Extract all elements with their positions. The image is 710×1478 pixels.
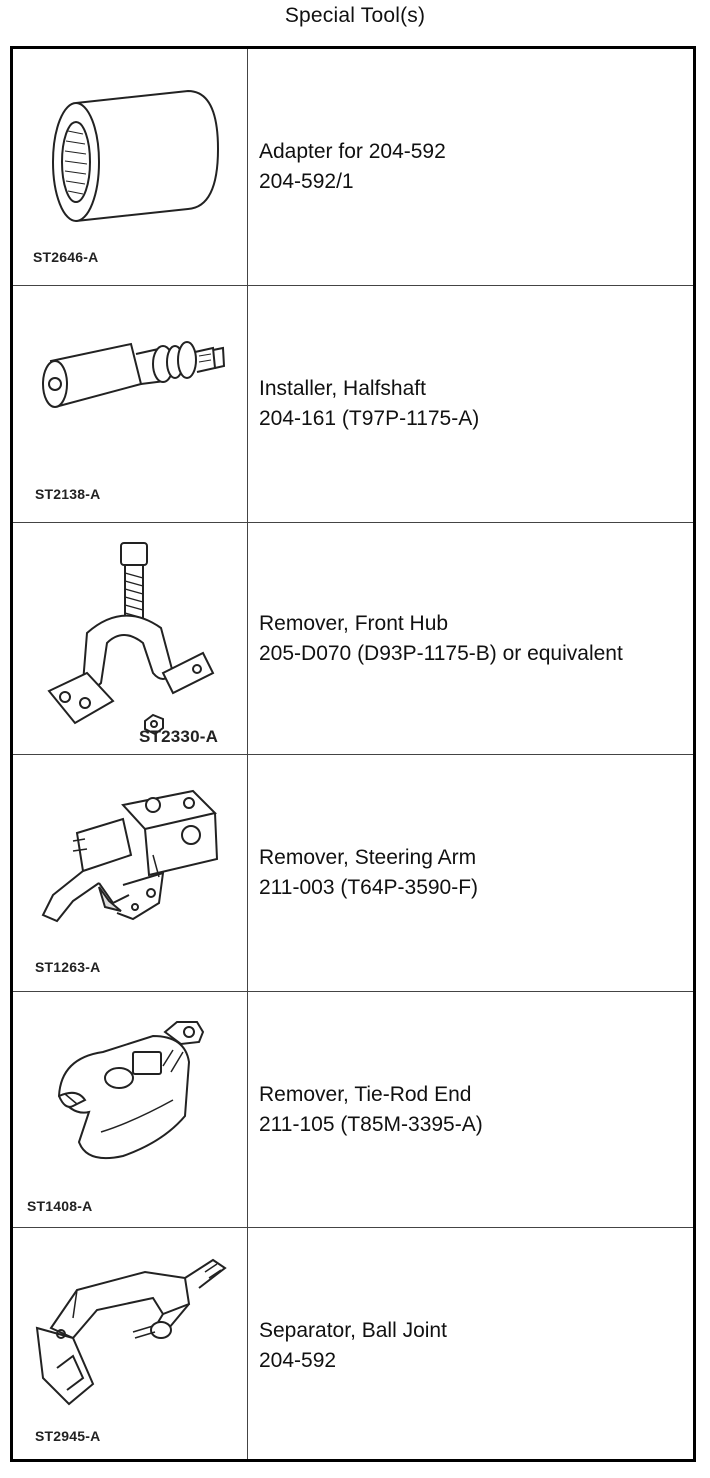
tool-illustration-cell [13,523,248,754]
tool-name: Remover, Tie-Rod End [259,1083,472,1106]
table-row [13,49,693,285]
tool-number: 211-003 (T64P-3590-F) [259,876,479,899]
hub-puller-icon [13,523,248,755]
steering-arm-puller-icon [13,755,248,992]
table-row [13,754,693,991]
tool-number: 204-161 (T97P-1175-A) [259,407,480,430]
tool-description [259,1080,483,1140]
tool-description [259,843,478,903]
tool-description [259,1316,447,1376]
tool-description [259,374,479,434]
tool-illustration-cell [13,1228,248,1459]
table-row [13,1227,693,1459]
tool-code: ST1263-A [35,959,101,975]
tool-code: ST2646-A [33,249,99,265]
tool-code: ST2330-A [139,727,219,746]
tool-number: 204-592 [259,1349,337,1372]
table-row [13,991,693,1227]
tool-number: 205-D070 (D93P-1175-B) or equivalent [259,642,623,665]
tool-description [259,609,623,669]
tool-number: 211-105 (T85M-3395-A) [259,1113,483,1136]
tool-illustration-cell [13,49,248,285]
tool-name: Remover, Front Hub [259,612,449,635]
tool-name: Installer, Halfshaft [259,377,426,400]
tool-name: Adapter for 204-592 [259,140,446,163]
page-title: Special Tool(s) [284,4,426,27]
tool-number: 204-592/1 [259,170,354,193]
tool-name: Remover, Steering Arm [259,846,477,869]
tool-description [259,137,446,197]
tie-rod-remover-icon [13,992,248,1228]
tool-illustration-cell [13,992,248,1227]
tool-code: ST2945-A [35,1428,101,1444]
tool-illustration-cell [13,755,248,991]
table-row [13,522,693,754]
tool-code: ST2138-A [35,486,101,502]
special-tools-table [10,46,696,1462]
tool-code: ST1408-A [27,1198,93,1214]
ball-joint-separator-icon [13,1228,248,1460]
tool-name: Separator, Ball Joint [259,1319,447,1342]
table-row [13,285,693,522]
tool-illustration-cell [13,286,248,522]
